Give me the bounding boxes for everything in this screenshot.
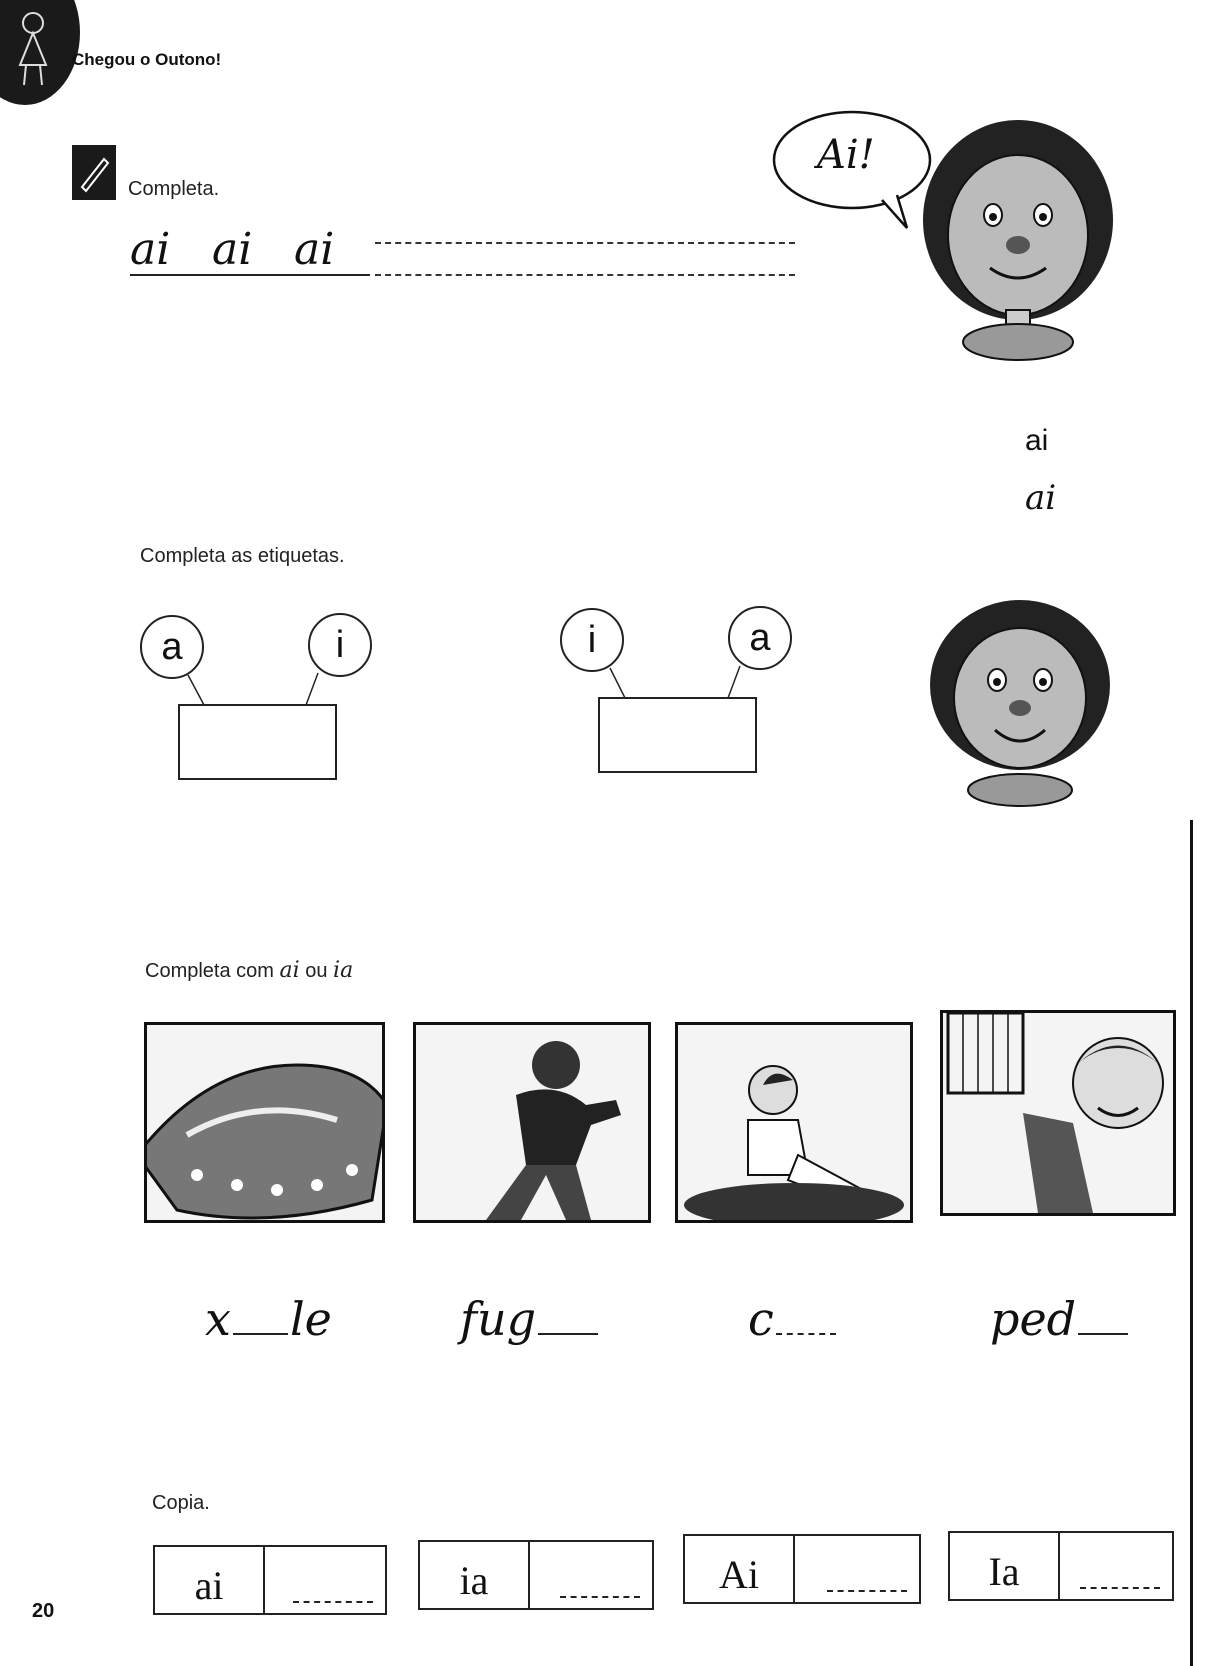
word-3: c (748, 1292, 836, 1346)
model-word-3: ai (294, 224, 335, 275)
picture-pillow (144, 1022, 385, 1223)
instruction-completa: Completa. (128, 178, 220, 200)
girl-illustration-small (925, 590, 1115, 810)
copy-box-ia[interactable] (418, 1540, 654, 1610)
header-title: Chegou o Outono! (72, 50, 222, 69)
label1-circle-a: a (140, 615, 204, 679)
picture-boy-sitting (675, 1022, 913, 1223)
word-1-blank[interactable] (233, 1333, 288, 1335)
label2-answer-box[interactable] (598, 697, 757, 773)
option-ia: ia (333, 958, 354, 983)
word-4: ped (990, 1292, 1128, 1346)
model-word-2: ai (212, 224, 253, 275)
option-ai: ai (279, 958, 300, 983)
instruction-copia: Copia. (152, 1492, 210, 1514)
copy-model-ai: ai (155, 1547, 265, 1613)
side-cursive-ai: ai (1025, 478, 1057, 518)
copy-line-ai[interactable] (293, 1601, 373, 1603)
copy-model-ia: ia (420, 1542, 530, 1608)
word-2-blank[interactable] (538, 1333, 598, 1335)
picture-boy-running (413, 1022, 651, 1223)
side-print-ai: ai (1025, 424, 1049, 457)
copy-box-Ai[interactable] (683, 1534, 921, 1604)
instruction-ai-ou-ia (145, 958, 353, 983)
speech-text: Ai! (817, 132, 875, 178)
instruction-prefix: Completa com (145, 960, 274, 982)
copy-line-Ai[interactable] (827, 1590, 907, 1592)
label2-circle-a: a (728, 606, 792, 670)
picture-boy-cage (940, 1010, 1176, 1216)
word-4-blank[interactable] (1078, 1333, 1128, 1335)
copy-model-Ia: Ia (950, 1533, 1060, 1599)
label1-answer-box[interactable] (178, 704, 337, 780)
model-word-1: ai (130, 224, 171, 275)
copy-box-Ia[interactable] (948, 1531, 1174, 1601)
word-1: x le (205, 1292, 332, 1346)
page-number: 20 (32, 1600, 55, 1622)
page-edge (1190, 820, 1193, 1666)
copy-model-Ai: Ai (685, 1536, 795, 1602)
label2-circle-i: i (560, 608, 624, 672)
label1-circle-i: i (308, 613, 372, 677)
word-3-blank[interactable] (776, 1333, 836, 1335)
instruction-etiquetas: Completa as etiquetas. (140, 545, 345, 567)
copy-box-ai[interactable] (153, 1545, 387, 1615)
copy-line-Ia[interactable] (1080, 1587, 1160, 1589)
word-2: fug (460, 1292, 598, 1346)
copy-line-ia[interactable] (560, 1596, 640, 1598)
instruction-connector: ou (305, 960, 328, 982)
